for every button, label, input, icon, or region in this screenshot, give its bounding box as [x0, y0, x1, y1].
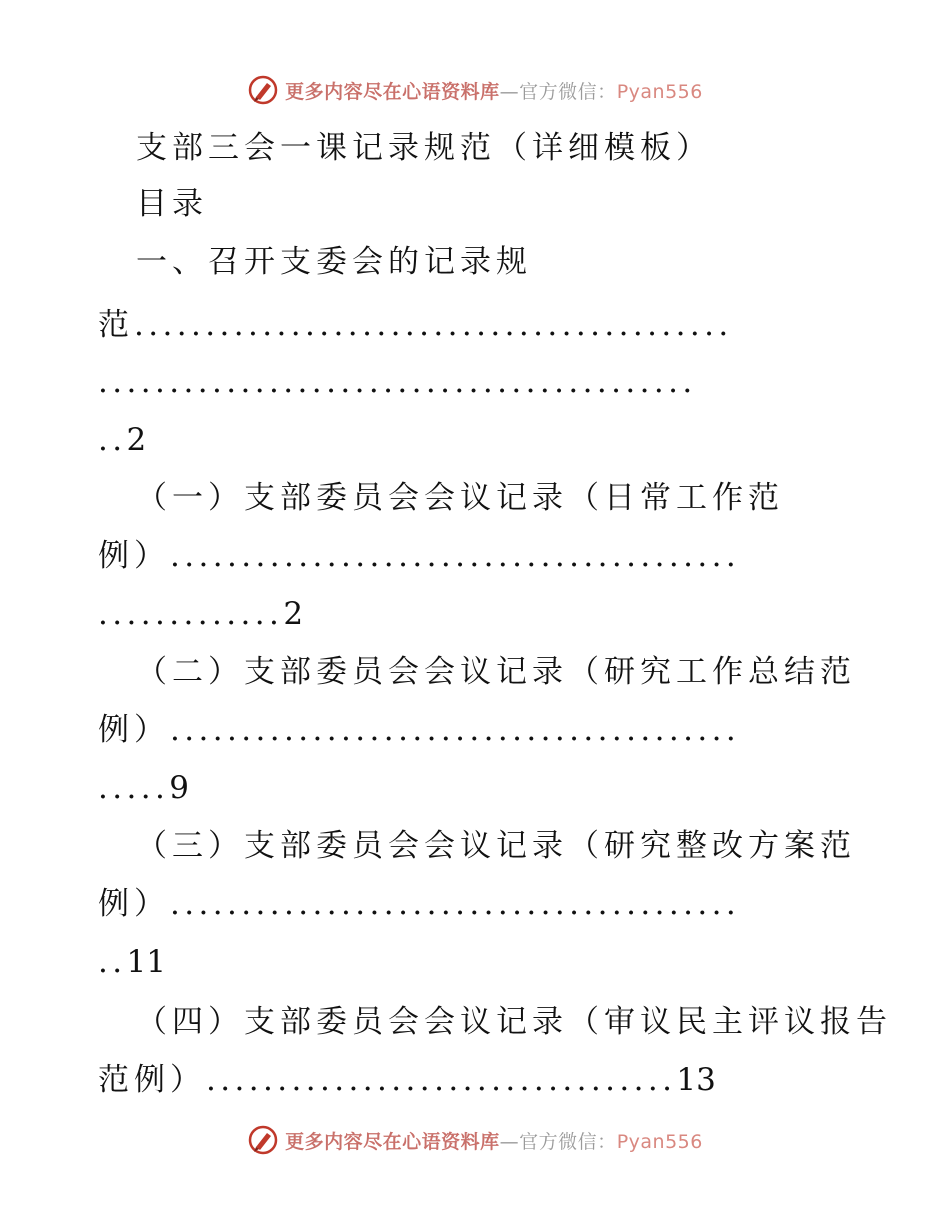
toc-entry-2-title: （一）支部委员会会议记录（日常工作范: [136, 480, 784, 516]
watermark-header: [0, 72, 950, 108]
document-title: 支部三会一课记录规范（详细模板）: [136, 130, 712, 166]
toc-entry-2-line3: .............2: [98, 596, 304, 632]
toc-heading: 目录: [136, 186, 208, 222]
toc-entry-3-line3: .....9: [98, 770, 190, 806]
toc-entry-1-line2: 范..........................................: [98, 307, 733, 343]
pen-logo-icon: [247, 1124, 279, 1156]
toc-entry-4-title: （三）支部委员会会议记录（研究整改方案范: [136, 828, 856, 864]
toc-entry-5-page: 13: [676, 1062, 716, 1098]
watermark-text: 更多内容尽在心语资料库—官方微信：Pyan556: [285, 80, 703, 103]
watermark-text: 更多内容尽在心语资料库—官方微信：Pyan556: [285, 1130, 703, 1153]
toc-entry-1-line4: ..2: [98, 422, 147, 458]
toc-entry-4-line3: ..11: [98, 944, 166, 980]
watermark-footer: [0, 1122, 950, 1158]
toc-entry-1-page: 2: [126, 422, 147, 458]
toc-entry-4-page: 11: [126, 944, 166, 980]
toc-entry-1-line3: ..........................................: [98, 364, 697, 400]
toc-entry-5-title: （四）支部委员会会议记录（审议民主评议报告: [136, 1004, 892, 1040]
toc-entry-1-title: 一、召开支委会的记录规: [136, 244, 532, 280]
toc-entry-3-line2: 例）........................................: [98, 712, 741, 748]
pen-logo-icon: [247, 74, 279, 106]
toc-entry-3-page: 9: [169, 770, 190, 806]
toc-entry-2-page: 2: [283, 596, 304, 632]
toc-entry-3-title: （二）支部委员会会议记录（研究工作总结范: [136, 654, 856, 690]
toc-entry-2-line2: 例）........................................: [98, 538, 741, 574]
toc-entry-4-line2: 例）........................................: [98, 886, 741, 922]
toc-entry-5-line2: 范例）.................................13: [98, 1062, 716, 1098]
